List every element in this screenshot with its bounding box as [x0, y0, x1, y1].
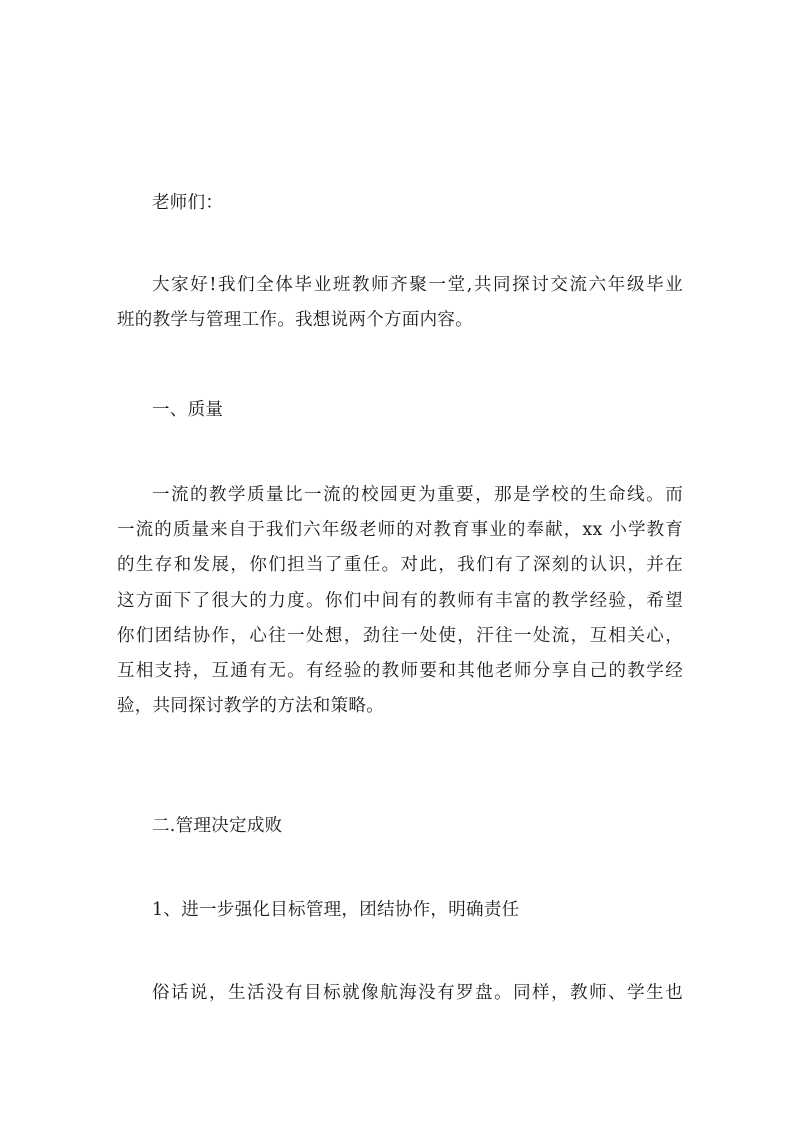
section-2-paragraph-line: 俗话说，生活没有目标就像航海没有罗盘。同样，教师、学生也 — [152, 983, 683, 1003]
intro-line-2: 班的教学与管理工作。我想说两个方面内容。 — [117, 310, 473, 330]
section-2-subheading: 1、进一步强化目标管理，团结协作，明确责任 — [152, 900, 520, 920]
section-1-paragraph-line: 这方面下了很大的力度。你们中间有的教师有丰富的教学经验，希望 — [117, 591, 683, 611]
section-2-heading: 二.管理决定成败 — [152, 816, 283, 836]
intro-line-1: 大家好!我们全体毕业班教师齐聚一堂,共同探讨交流六年级毕业 — [152, 275, 683, 295]
section-1-paragraph-line: 一流的教学质量比一流的校园更为重要，那是学校的生命线。而 — [152, 485, 683, 505]
section-1-paragraph-line: 互相支持，互通有无。有经验的教师要和其他老师分享自己的教学经 — [117, 661, 683, 681]
section-1-paragraph-line: 一流的质量来自于我们六年级老师的对教育事业的奉献，xx 小学教育 — [117, 520, 683, 540]
section-1-paragraph-line: 的生存和发展，你们担当了重任。对此，我们有了深刻的认识，并在 — [117, 555, 683, 575]
section-1-paragraph-line: 你们团结协作，心往一处想，劲往一处使，汗往一处流，互相关心， — [117, 626, 683, 646]
salutation: 老师们： — [152, 193, 224, 213]
section-1-heading: 一、质量 — [152, 400, 224, 420]
section-1-paragraph-line: 验，共同探讨教学的方法和策略。 — [117, 696, 384, 716]
